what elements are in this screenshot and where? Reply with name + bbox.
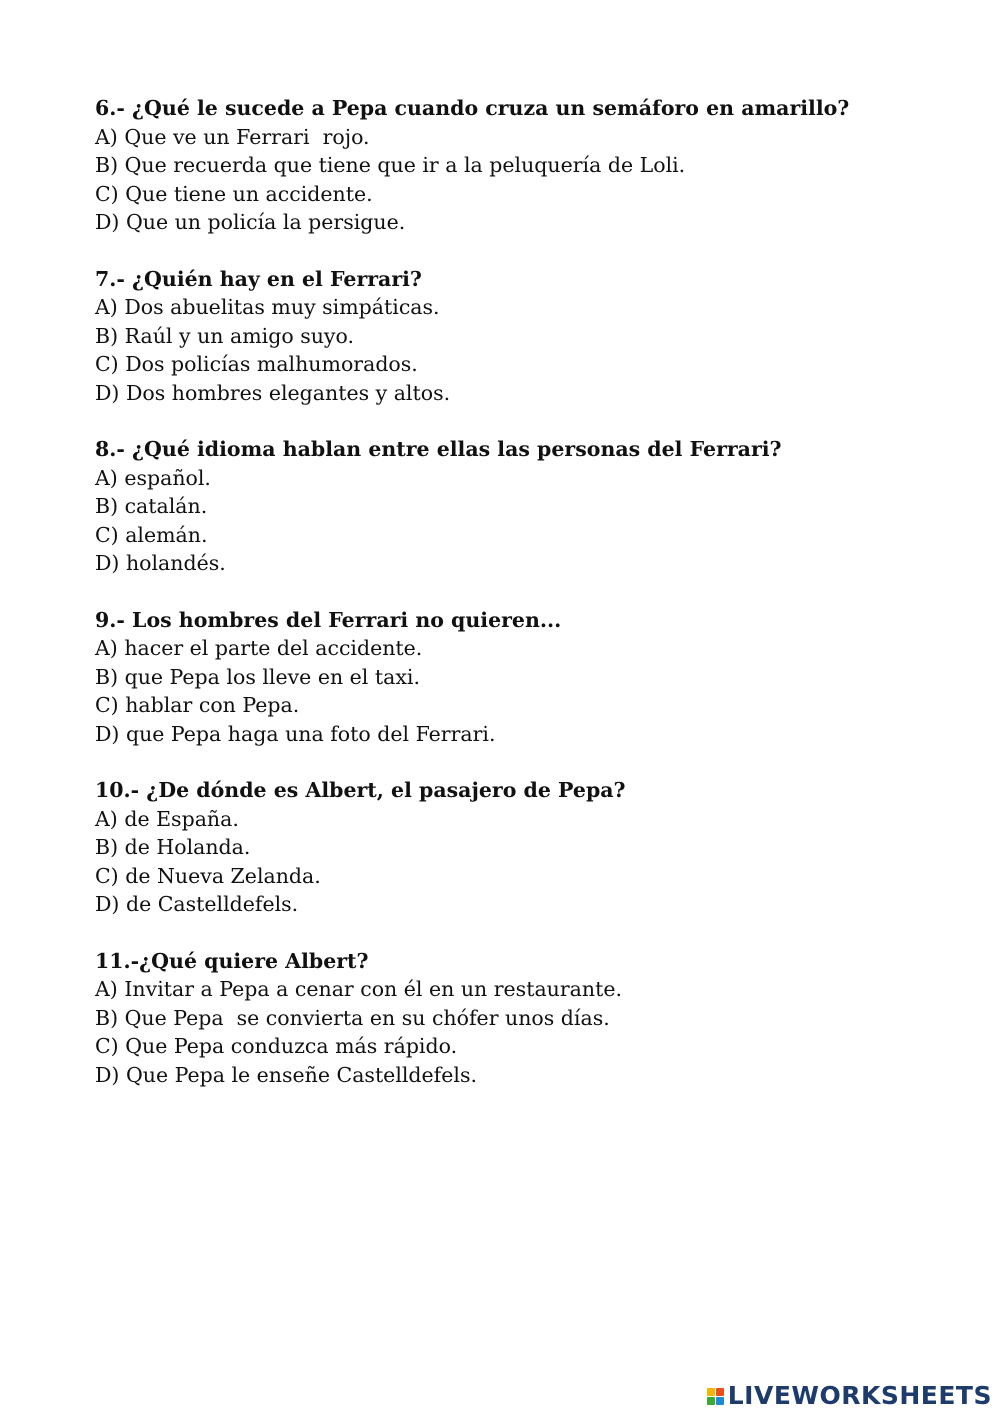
- answer-option: D) Que Pepa le enseñe Castelldefels.: [95, 1062, 477, 1087]
- question-6: [95, 94, 955, 237]
- answer-option: C) Que Pepa conduzca más rápido.: [95, 1034, 458, 1058]
- answer-option: A) de España.: [95, 806, 239, 831]
- answer-option: D) de Castelldefels.: [95, 892, 299, 916]
- worksheet-page: [95, 94, 955, 1117]
- answer-option: C) de Nueva Zelanda.: [95, 863, 321, 888]
- question-title: 6.- ¿Qué le sucede a Pepa cuando cruza un semáforo en amarillo?: [95, 96, 850, 120]
- answer-option: B) Raúl y un amigo suyo.: [95, 323, 355, 348]
- question-title: 8.- ¿Qué idioma hablan entre ellas las personas del Ferrari?: [95, 437, 782, 461]
- answer-option: B) que Pepa los lleve en el taxi.: [95, 664, 420, 689]
- question-11: [95, 947, 955, 1090]
- question-title: 9.- Los hombres del Ferrari no quieren...: [95, 607, 562, 632]
- answer-option: A) Que ve un Ferrari rojo.: [95, 124, 370, 149]
- answer-option: D) Que un policía la persigue.: [95, 210, 406, 234]
- question-10: [95, 776, 955, 919]
- question-8: [95, 435, 955, 578]
- liveworksheets-logo-icon: [707, 1388, 724, 1405]
- question-7: [95, 265, 955, 408]
- question-title: 7.- ¿Quién hay en el Ferrari?: [95, 266, 422, 291]
- answer-option: A) hacer el parte del accidente.: [95, 636, 423, 660]
- answer-option: B) catalán.: [95, 494, 208, 518]
- answer-option: B) de Holanda.: [95, 835, 251, 859]
- answer-option: A) Dos abuelitas muy simpáticas.: [95, 295, 440, 319]
- answer-option: A) español.: [95, 465, 211, 490]
- answer-option: D) que Pepa haga una foto del Ferrari.: [95, 721, 496, 746]
- question-9: [95, 606, 955, 749]
- answer-option: C) Dos policías malhumorados.: [95, 352, 418, 376]
- answer-option: C) hablar con Pepa.: [95, 693, 300, 717]
- answer-option: C) alemán.: [95, 522, 208, 547]
- answer-option: C) Que tiene un accidente.: [95, 181, 373, 206]
- question-title: 10.- ¿De dónde es Albert, el pasajero de Pepa?: [95, 778, 626, 802]
- answer-option: A) Invitar a Pepa a cenar con él en un restaurante.: [95, 977, 622, 1001]
- logo-square-yellow: [707, 1388, 715, 1396]
- liveworksheets-logo[interactable]: [707, 1383, 992, 1409]
- answer-option: D) holandés.: [95, 551, 226, 575]
- answer-option: B) Que recuerda que tiene que ir a la peluquería de Loli.: [95, 153, 686, 177]
- answer-option: B) Que Pepa se convierta en su chófer unos días.: [95, 1005, 610, 1030]
- logo-square-green: [707, 1397, 715, 1405]
- logo-square-blue: [716, 1397, 724, 1405]
- answer-option: D) Dos hombres elegantes y altos.: [95, 380, 451, 405]
- logo-square-red: [716, 1388, 724, 1396]
- logo-text: LIVEWORKSHEETS: [727, 1381, 992, 1410]
- question-title: 11.-¿Qué quiere Albert?: [95, 948, 369, 973]
